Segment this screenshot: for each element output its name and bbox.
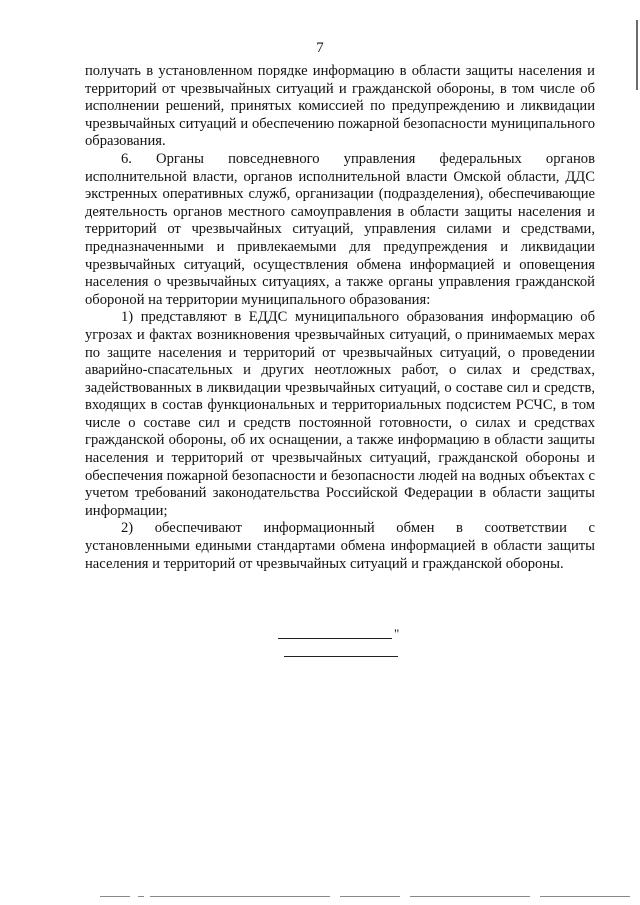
paragraph-continuation: получать в установленном порядке информацию в области защиты населения и территорий от чрезвычайных ситуаций и гражданской обороны, в том числе об исполнении решений, принятых комиссией по предупреждению и ликвидации чрезвычайных ситуаций и обеспечению пожарной безопасности муниципального образования. <box>85 63 595 150</box>
scan-bottom-marks <box>100 896 640 899</box>
paragraph-subitem-2: 2) обеспечивают информационный обмен в соответствии с установленными едиными стандартами обмена информацией в области защиты населения и территорий от чрезвычайных ситуаций и гражданской обороны. <box>85 520 595 572</box>
paragraph-item-6: 6. Органы повседневного управления федеральных органов исполнительной власти, органов исполнительной власти Омской области, ДДС экстренных оперативных служб, организации (подразделения), обеспечивающие деятельность органов местного самоуправления в области защиты населения и территорий от чрезвычайных ситуаций, управления силами и средствами, предназначенными и привлекаемыми для предупреждения и ликвидации чрезвычайных ситуаций, осуществления обмена информацией и оповещения населения о чрезвычайных ситуациях, а также органы управления гражданской обороной на территории муниципального образования: <box>85 150 595 308</box>
document-body <box>85 63 595 573</box>
closing-quote-mark: " <box>394 626 400 641</box>
scan-edge-mark <box>636 20 638 90</box>
paragraph-subitem-1: 1) представляют в ЕДДС муниципального образования информацию об угрозах и фактах возникновения чрезвычайных ситуаций, о принимаемых мерах по защите населения и территорий от чрезвычайных ситуаций, о проведении аварийно-спасательных и других неотложных работ, о силах и средствах, задействованных в ликвидации чрезвычайных ситуаций, о составе сил и средств, входящих в состав функциональных и территориальных подсистем РСЧС, в том числе о составе сил и средств постоянной готовности, о силах и средствах гражданской обороны, об их оснащении, а также информацию в области защиты населения и территорий от чрезвычайных ситуаций, гражданской обороны и обеспечения пожарной безопасности и безопасности людей на водных объектах с учетом требований законодательства Российской Федерации в области защиты информации; <box>85 309 595 519</box>
page-number: 7 <box>316 40 324 56</box>
closing-separator <box>278 626 408 666</box>
separator-line-bottom <box>284 656 398 657</box>
separator-line-top <box>278 638 392 639</box>
